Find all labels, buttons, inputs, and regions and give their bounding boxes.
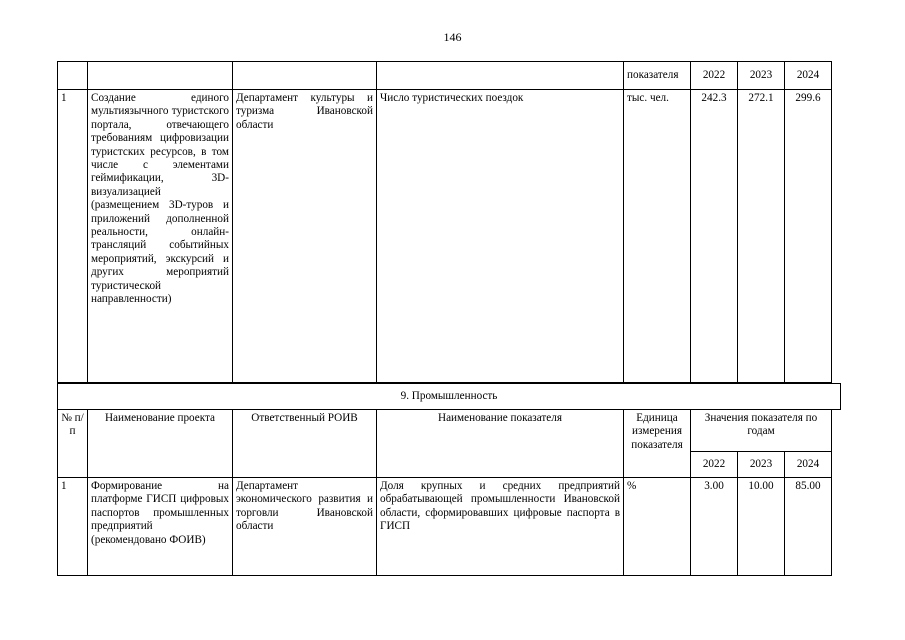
table-row (58, 90, 832, 383)
row-number: 1 (58, 90, 88, 383)
table-row (58, 478, 832, 576)
value-2023: 272.1 (738, 90, 785, 383)
unit-value: % (624, 478, 691, 576)
year-header-cell: 2023 (738, 62, 785, 90)
empty-cell (233, 62, 377, 90)
year-header-cell: 2023 (738, 452, 785, 478)
indicator-name: Число туристических поездок (377, 90, 624, 383)
header-values-title: Значения показателя по годам (691, 410, 832, 452)
empty-cell (88, 62, 233, 90)
project-name: Формирование на платформе ГИСП цифровых паспортов промышленных предприятий (рекомендовано ФОИВ) (88, 478, 233, 576)
section-title: 9. Промышленность (57, 383, 841, 410)
page-number: 146 (443, 30, 462, 44)
empty-cell (58, 62, 88, 90)
unit-header-cell: показателя (624, 62, 691, 90)
indicators-table (57, 61, 832, 576)
value-2024: 85.00 (785, 478, 832, 576)
year-header-cell: 2024 (785, 452, 832, 478)
year-header-cell: 2024 (785, 62, 832, 90)
header-indicator: Наименование показателя (377, 410, 624, 478)
project-name: Создание единого мультиязычного туристского портала, отвечающего требованиям цифровизации туристских ресурсов, в том числе с элементами геймификации, 3D-визуализацией (размещением 3D-туров и приложений дополненной реальности, онлайн-трансляций событийных мероприятий, экскурсий и других мероприятий туристической направленности) (88, 90, 233, 383)
empty-cell (377, 62, 624, 90)
header-num: № п/п (58, 410, 88, 478)
header-roiv: Ответственный РОИВ (233, 410, 377, 478)
responsible-roiv: Департамент экономического развития и торговли Ивановской области (233, 478, 377, 576)
row-number: 1 (58, 478, 88, 576)
indicator-name: Доля крупных и средних предприятий обрабатывающей промышленности Ивановской области, сформировавших цифровые паспорта в ГИСП (377, 478, 624, 576)
value-2023: 10.00 (738, 478, 785, 576)
value-2022: 242.3 (691, 90, 738, 383)
header-row (58, 410, 832, 452)
year-header-cell: 2022 (691, 452, 738, 478)
value-2022: 3.00 (691, 478, 738, 576)
header-unit: Единица измерения показателя (624, 410, 691, 478)
unit-value: тыс. чел. (624, 90, 691, 383)
responsible-roiv: Департамент культуры и туризма Ивановской области (233, 90, 377, 383)
continued-header-row (58, 62, 832, 90)
header-project: Наименование проекта (88, 410, 233, 478)
value-2024: 299.6 (785, 90, 832, 383)
year-header-cell: 2022 (691, 62, 738, 90)
